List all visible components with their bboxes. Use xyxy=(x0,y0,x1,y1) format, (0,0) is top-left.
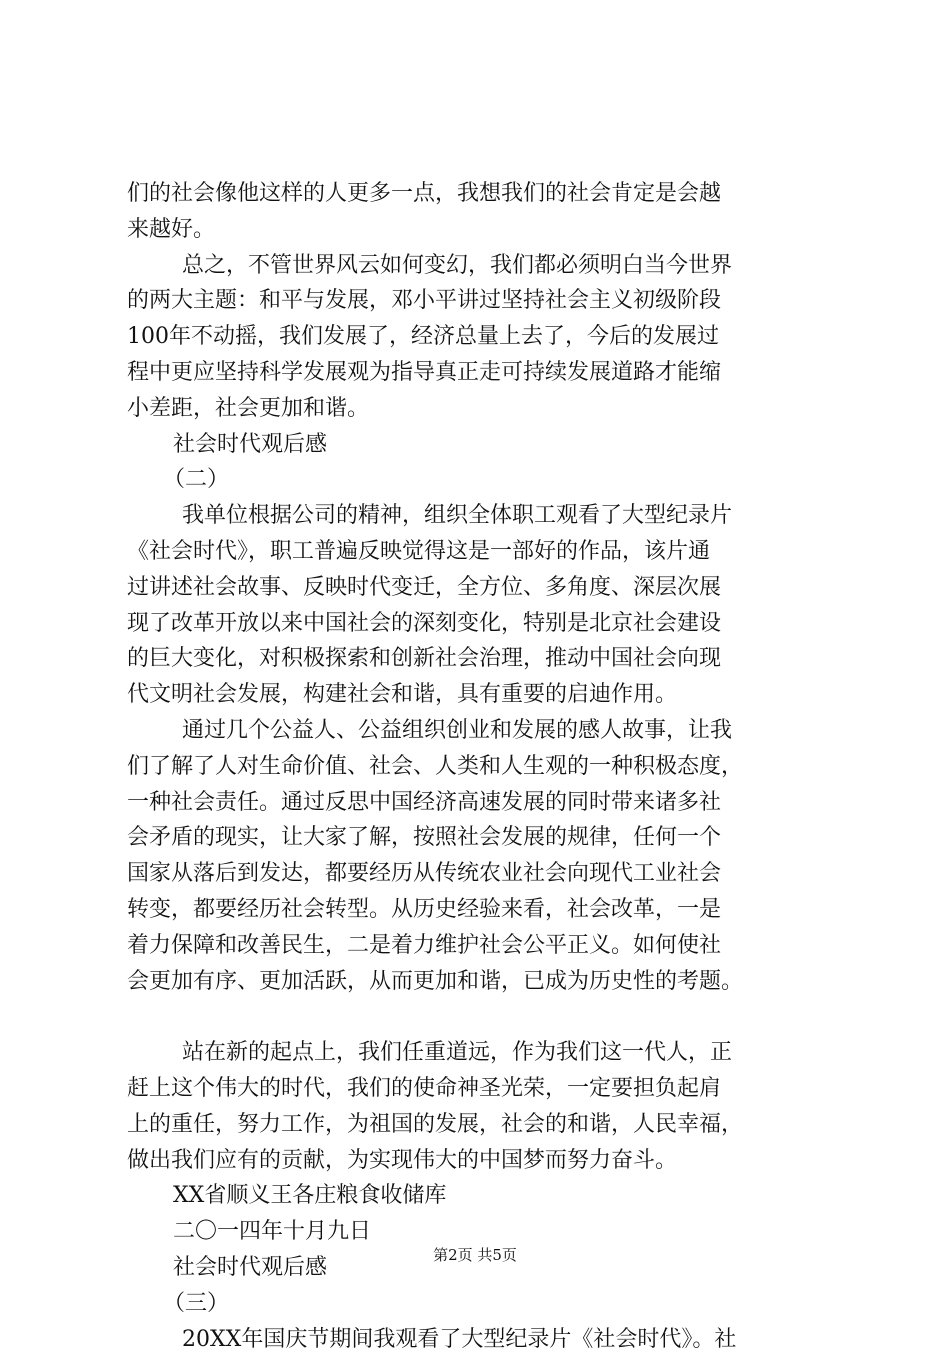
text-line: 着力保障和改善民生，二是着力维护社会公平正义。如何使社 xyxy=(127,928,837,964)
text-line: 通过几个公益人、公益组织创业和发展的感人故事，让我 xyxy=(127,713,837,749)
page-footer: 第2页 共5页 xyxy=(0,1244,950,1265)
text-line: 总之，不管世界风云如何变幻，我们都必须明白当今世界 xyxy=(127,248,837,284)
text-line: （三） xyxy=(127,1286,837,1322)
text-line: 社会时代观后感 xyxy=(127,427,837,463)
text-line: 一种社会责任。通过反思中国经济高速发展的同时带来诸多社 xyxy=(127,785,837,821)
text-line: （二） xyxy=(127,462,837,498)
text-line: 过讲述社会故事、反映时代变迁，全方位、多角度、深层次展 xyxy=(127,570,837,606)
text-line: 二〇一四年十月九日 xyxy=(127,1214,837,1250)
text-line: 100年不动摇，我们发展了，经济总量上去了，今后的发展过 xyxy=(127,319,837,355)
text-line: 上的重任，努力工作，为祖国的发展，社会的和谐，人民幸福， xyxy=(127,1107,837,1143)
text-line: 程中更应坚持科学发展观为指导真正走可持续发展道路才能缩 xyxy=(127,355,837,391)
text-line: 会更加有序、更加活跃，从而更加和谐，已成为历史性的考题。 xyxy=(127,964,837,1000)
text-line: 的两大主题：和平与发展，邓小平讲过坚持社会主义初级阶段 xyxy=(127,283,837,319)
text-line: 站在新的起点上，我们任重道远，作为我们这一代人，正 xyxy=(127,1035,837,1071)
text-line: 们的社会像他这样的人更多一点，我想我们的社会肯定是会越 xyxy=(127,176,837,212)
text-line: 小差距，社会更加和谐。 xyxy=(127,391,837,427)
text-line: 赶上这个伟大的时代，我们的使命神圣光荣，一定要担负起肩 xyxy=(127,1071,837,1107)
text-line: 《社会时代》，职工普遍反映觉得这是一部好的作品，该片通 xyxy=(127,534,837,570)
text-line: 们了解了人对生命价值、社会、人类和人生观的一种积极态度， xyxy=(127,749,837,785)
text-line: 我单位根据公司的精神，组织全体职工观看了大型纪录片 xyxy=(127,498,837,534)
blank-line xyxy=(127,999,837,1035)
text-line: 代文明社会发展，构建社会和谐，具有重要的启迪作用。 xyxy=(127,677,837,713)
text-line: 社会时代观后感 xyxy=(127,1250,837,1286)
text-line: 的巨大变化，对积极探索和创新社会治理，推动中国社会向现 xyxy=(127,641,837,677)
text-line: 现了改革开放以来中国社会的深刻变化，特别是北京社会建设 xyxy=(127,606,837,642)
text-line: 来越好。 xyxy=(127,212,837,248)
text-line: 20XX年国庆节期间我观看了大型纪录片《社会时代》。社 xyxy=(127,1322,837,1357)
text-line: 转变，都要经历社会转型。从历史经验来看，社会改革，一是 xyxy=(127,892,837,928)
text-line: 做出我们应有的贡献，为实现伟大的中国梦而努力奋斗。 xyxy=(127,1143,837,1179)
text-line: XX省顺义王各庄粮食收储库 xyxy=(127,1178,837,1214)
text-line: 国家从落后到发达，都要经历从传统农业社会向现代工业社会 xyxy=(127,856,837,892)
document-body xyxy=(127,176,837,1357)
text-line: 会矛盾的现实，让大家了解，按照社会发展的规律，任何一个 xyxy=(127,820,837,856)
